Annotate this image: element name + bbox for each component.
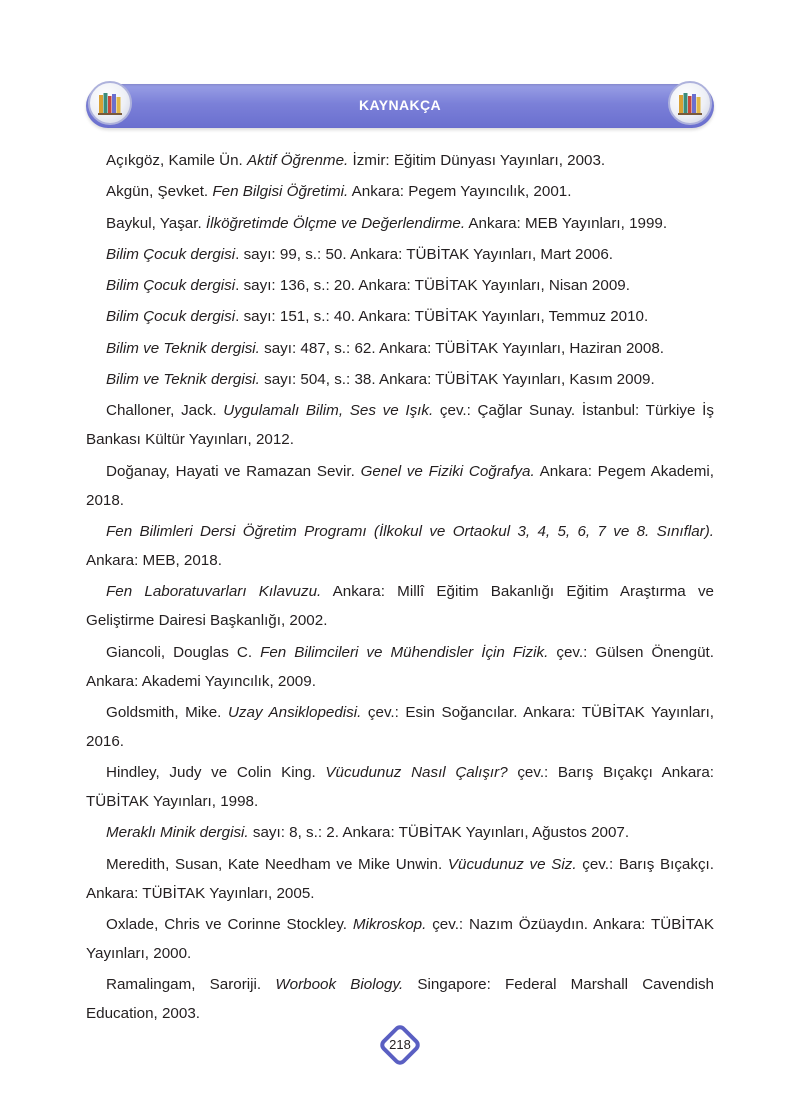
reference-entry [86, 177, 714, 206]
reference-title: Fen Bilgisi Öğretimi. [212, 183, 349, 201]
reference-entry [86, 146, 714, 175]
reference-title: Bilim ve Teknik dergisi. [106, 371, 260, 389]
reference-entry [86, 577, 714, 635]
reference-title: Mikroskop. [352, 916, 427, 934]
reference-title: Uygulamalı Bilim, Ses ve Işık. [223, 402, 434, 420]
reference-text: Açıkgöz, Kamile Ün. [106, 152, 247, 169]
reference-entry [86, 457, 714, 515]
reference-text: Meredith, Susan, Kate Needham ve Mike Unwin. [106, 855, 448, 873]
reference-text: Doğanay, Hayati ve Ramazan Sevir. [106, 462, 361, 480]
reference-text: çev.: Gülsen Önengüt. Ankara: Akademi Yayıncılık, 2009. [86, 643, 714, 690]
reference-title: Bilim ve Teknik dergisi. [106, 339, 260, 357]
reference-text: Giancoli, Douglas C. [106, 643, 261, 661]
reference-entry [86, 517, 714, 575]
reference-text: çev.: Nazım Özüaydın. Ankara: TÜBİTAK Yayınları, 2000. [86, 916, 714, 963]
reference-text: Challoner, Jack. [106, 402, 224, 420]
reference-title: Fen Laboratuvarları Kılavuzu. [106, 583, 322, 601]
reference-entry [86, 302, 714, 331]
reference-entry [86, 850, 714, 908]
reference-title: Genel ve Fiziki Coğrafya. [360, 462, 535, 480]
reference-entry [86, 970, 714, 1028]
reference-text: Akgün, Şevket. [106, 183, 213, 201]
reference-text: Hindley, Judy ve Colin King. [106, 764, 326, 782]
reference-title: Bilim Çocuk dergisi [106, 245, 236, 263]
reference-text: çev.: Esin Soğancılar. Ankara: TÜBİTAK Yayınları, 2016. [86, 703, 715, 750]
reference-entry [86, 818, 714, 847]
reference-title: Fen Bilimcileri ve Mühendisler İçin Fizik. [260, 643, 549, 661]
books-icon [668, 81, 712, 125]
reference-title: Fen Bilimleri Dersi Öğretim Programı (İlkokul ve Ortaokul 3, 4, 5, 6, 7 ve 8. Sınıflar). [106, 522, 714, 540]
reference-text: çev.: Barış Bıçakçı. Ankara: TÜBİTAK Yayınları, 2005. [86, 855, 714, 902]
reference-list [86, 146, 714, 1031]
reference-entry [86, 638, 714, 696]
reference-title: Bilim Çocuk dergisi [106, 277, 236, 295]
page-title: KAYNAKÇA [358, 97, 442, 113]
reference-text: sayı: 8, s.: 2. Ankara: TÜBİTAK Yayınları, Ağustos 2007. [248, 824, 630, 842]
reference-entry [86, 396, 714, 454]
reference-text: Ankara: Pegem Yayıncılık, 2001. [348, 183, 572, 201]
reference-entry [86, 271, 714, 300]
reference-text: Ramalingam, Saroriji. [106, 976, 276, 994]
reference-text: Ankara: Pegem Akademi, 2018. [86, 462, 714, 509]
reference-text: Ankara: MEB Yayınları, 1999. [465, 214, 668, 232]
section-header [86, 84, 714, 128]
reference-text: . sayı: 136, s.: 20. Ankara: TÜBİTAK Yayınları, Nisan 2009. [235, 277, 630, 295]
reference-entry [86, 758, 714, 816]
reference-entry [86, 209, 714, 238]
reference-title: Vücudunuz ve Siz. [447, 855, 577, 873]
reference-text: sayı: 487, s.: 62. Ankara: TÜBİTAK Yayınları, Haziran 2008. [259, 339, 664, 357]
reference-title: İlköğretimde Ölçme ve Değerlendirme. [205, 214, 466, 232]
reference-text: Goldsmith, Mike. [106, 703, 228, 721]
reference-text: Baykul, Yaşar. [106, 214, 206, 232]
reference-text: çev.: Barış Bıçakçı Ankara: TÜBİTAK Yayınları, 1998. [86, 764, 714, 811]
reference-entry [86, 240, 714, 269]
page-number: 218 [389, 1037, 411, 1052]
reference-text: Singapore: Federal Marshall Cavendish Education, 2003. [86, 976, 714, 1023]
reference-text: . sayı: 99, s.: 50. Ankara: TÜBİTAK Yayınları, Mart 2006. [235, 245, 614, 263]
reference-text: Ankara: Millî Eğitim Bakanlığı Eğitim Araştırma ve Geliştirme Dairesi Başkanlığı, 2002. [86, 583, 714, 630]
page-number-badge [377, 1022, 423, 1068]
reference-entry [86, 910, 714, 968]
reference-entry [86, 365, 714, 394]
reference-title: Aktif Öğrenme. [246, 152, 349, 169]
reference-entry [86, 698, 714, 756]
reference-text: çev.: Çağlar Sunay. İstanbul: Türkiye İş Bankası Kültür Yayınları, 2012. [86, 402, 714, 449]
reference-text: Ankara: MEB, 2018. [86, 551, 222, 569]
reference-title: Bilim Çocuk dergisi [106, 308, 236, 326]
reference-text: Oxlade, Chris ve Corinne Stockley. [106, 916, 353, 934]
reference-text: . sayı: 151, s.: 40. Ankara: TÜBİTAK Yayınları, Temmuz 2010. [235, 308, 649, 326]
reference-title: Vücudunuz Nasıl Çalışır? [325, 764, 508, 782]
reference-text: sayı: 504, s.: 38. Ankara: TÜBİTAK Yayınları, Kasım 2009. [259, 371, 655, 389]
reference-entry [86, 334, 714, 363]
reference-title: Uzay Ansiklopedisi. [227, 703, 362, 721]
reference-title: Meraklı Minik dergisi. [106, 824, 249, 842]
reference-title: Worbook Biology. [275, 976, 404, 994]
reference-text: İzmir: Eğitim Dünyası Yayınları, 2003. [348, 152, 606, 169]
